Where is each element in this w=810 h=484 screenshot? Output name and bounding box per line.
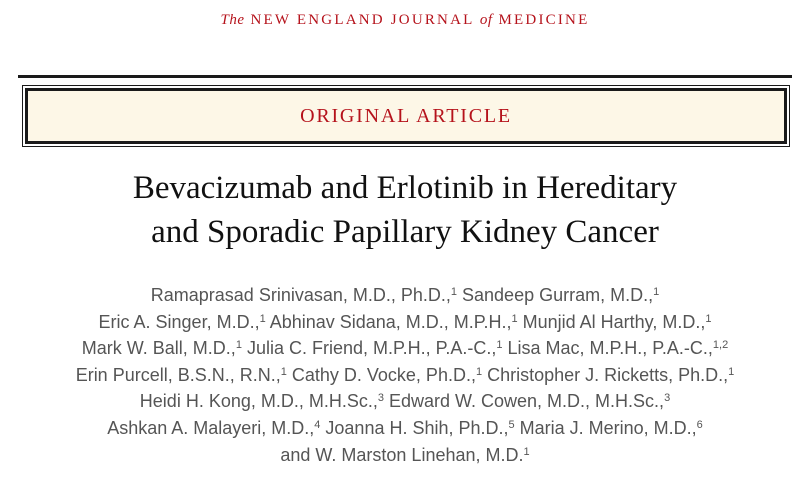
author-name: Sandeep Gurram, M.D., (457, 285, 654, 305)
author-name: Ramaprasad Srinivasan, M.D., Ph.D., (150, 285, 451, 305)
affiliation-marker: 1 (653, 286, 660, 298)
affiliation-marker: 1 (235, 339, 242, 352)
author-name: Edward W. Cowen, M.D., M.H.Sc., (383, 391, 665, 412)
affiliation-marker: 6 (696, 418, 703, 431)
author-line-5 (0, 388, 810, 415)
affiliation-marker: 3 (377, 392, 384, 405)
affiliation-marker: 5 (508, 418, 515, 431)
affiliation-marker: 1 (280, 365, 287, 378)
affiliation-marker: 4 (314, 418, 321, 431)
title-line-2: and Sporadic Papillary Kidney Cancer (151, 214, 659, 250)
affiliation-marker: 1,2 (712, 339, 729, 352)
author-name: Eric A. Singer, M.D., (98, 311, 260, 332)
masthead-the: The (220, 12, 245, 28)
title-line-1: Bevacizumab and Erlotinib in Hereditary (132, 170, 678, 206)
author-name: Heidi H. Kong, M.D., M.H.Sc., (139, 391, 378, 412)
author-name: Christopher J. Ricketts, Ph.D., (482, 364, 729, 385)
affiliation-marker: 1 (705, 312, 712, 325)
author-name: Ashkan A. Malayeri, M.D., (107, 417, 315, 438)
author-name: Cathy D. Vocke, Ph.D., (286, 364, 476, 385)
author-name: Abhinav Sidana, M.D., M.P.H., (265, 311, 512, 332)
author-name: Maria J. Merino, M.D., (514, 417, 697, 438)
affiliation-marker: 1 (450, 286, 458, 298)
author-name: and W. Marston Linehan, M.D. (280, 444, 524, 465)
affiliation-marker: 1 (259, 312, 266, 325)
author-line-3 (0, 335, 810, 362)
author-line-4 (0, 362, 810, 389)
affiliation-marker: 1 (496, 339, 503, 352)
article-title (0, 166, 810, 254)
section-banner (25, 88, 787, 144)
masthead-name: NEW ENGLAND JOURNAL (250, 12, 474, 28)
author-line-1 (0, 282, 810, 309)
author-name: Julia C. Friend, M.P.H., P.A.-C., (241, 338, 497, 359)
masthead-of: of (479, 12, 493, 28)
header-divider (18, 75, 792, 78)
author-name: Mark W. Ball, M.D., (81, 338, 236, 359)
affiliation-marker: 3 (664, 392, 671, 405)
author-name: Erin Purcell, B.S.N., R.N., (75, 364, 281, 385)
author-line-7 (0, 442, 810, 469)
author-line-2 (0, 309, 810, 336)
section-label: ORIGINAL ARTICLE (300, 105, 512, 127)
author-list (0, 282, 810, 468)
masthead-medicine: MEDICINE (498, 12, 590, 28)
affiliation-marker: 1 (475, 365, 483, 378)
affiliation-marker: 1 (523, 445, 530, 458)
author-name: Lisa Mac, M.P.H., P.A.-C., (502, 338, 713, 359)
author-name: Joanna H. Shih, Ph.D., (320, 417, 509, 438)
author-line-6 (0, 415, 810, 442)
author-name: Munjid Al Harthy, M.D., (517, 311, 706, 332)
affiliation-marker: 1 (511, 312, 518, 325)
journal-masthead (0, 12, 810, 29)
affiliation-marker: 1 (728, 365, 735, 378)
